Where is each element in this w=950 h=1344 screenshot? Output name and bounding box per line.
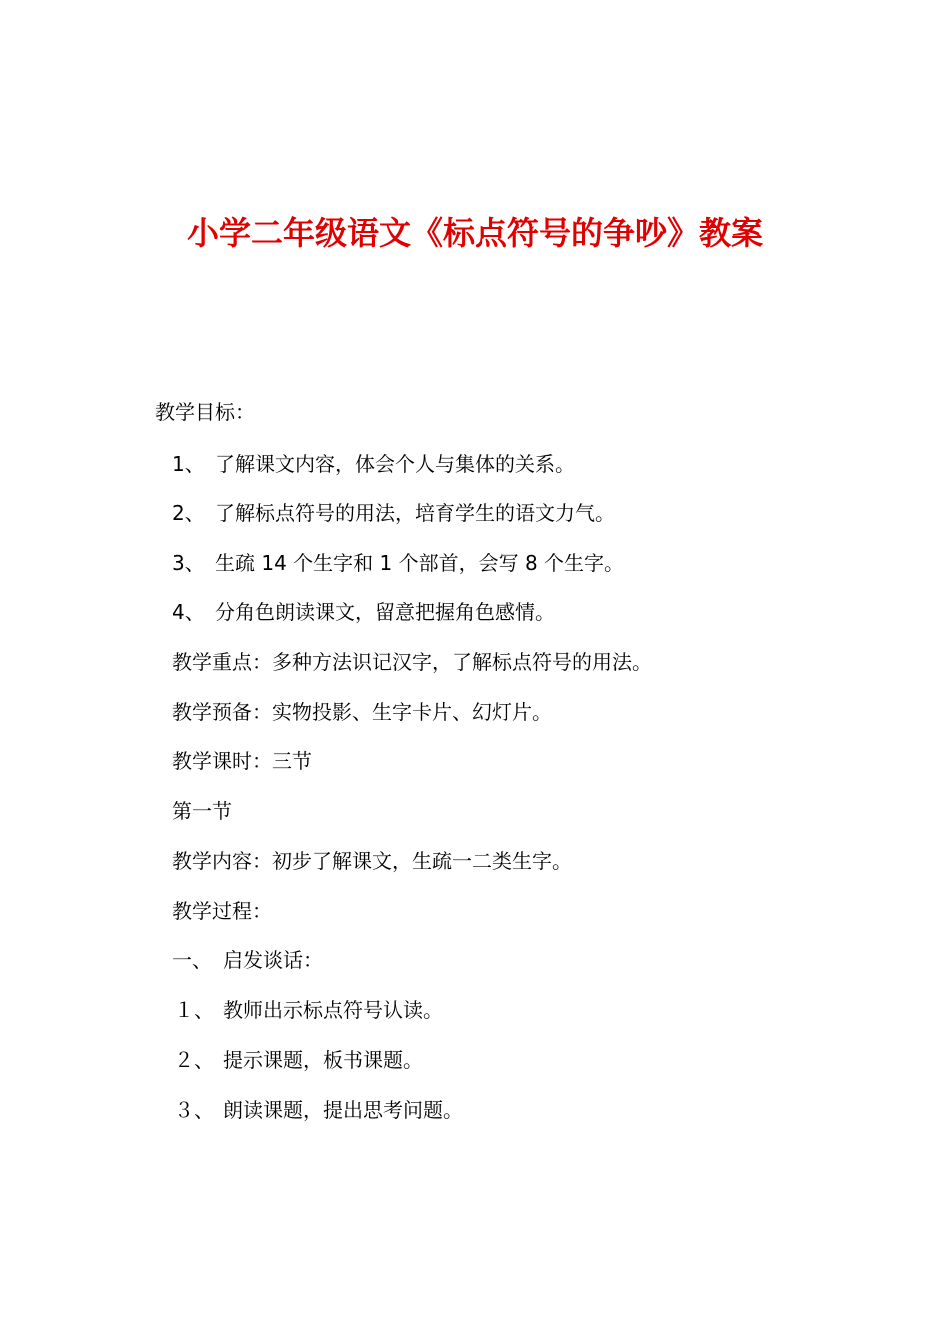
goal-item xyxy=(172,499,615,527)
goal-item xyxy=(172,450,575,478)
sub-step-text: 朗读课题，提出思考问题。 xyxy=(223,1098,463,1122)
sub-step-number: ３、 xyxy=(174,1098,214,1122)
teaching-content: 教学内容：初步了解课文，生疏一二类生字。 xyxy=(172,849,572,873)
goal-text: 生疏 14 个生字和 1 个部首，会写 8 个生字。 xyxy=(215,551,625,575)
sub-step-item xyxy=(174,996,443,1024)
goal-number: 1、 xyxy=(172,452,205,476)
process-heading: 教学过程： xyxy=(172,899,272,923)
goal-number: 3、 xyxy=(172,551,205,575)
section-heading: 第一节 xyxy=(172,799,232,823)
goal-text: 了解标点符号的用法，培育学生的语文力气。 xyxy=(215,501,615,525)
sub-step-item xyxy=(174,1046,423,1074)
preparation: 教学预备：实物投影、生字卡片、幻灯片。 xyxy=(172,700,552,724)
goal-text: 了解课文内容，体会个人与集体的关系。 xyxy=(215,452,575,476)
document-title: 小学二年级语文《标点符号的争吵》教案 xyxy=(186,214,763,252)
step-text: 启发谈话： xyxy=(223,948,323,972)
goal-item xyxy=(172,598,555,626)
sub-step-text: 教师出示标点符号认读。 xyxy=(223,998,443,1022)
goal-item xyxy=(172,549,624,577)
class-hours: 教学课时：三节 xyxy=(172,749,312,773)
goal-number: 4、 xyxy=(172,600,205,624)
sub-step-number: ２、 xyxy=(174,1048,214,1072)
step-number: 一、 xyxy=(172,948,212,972)
goals-heading: 教学目标： xyxy=(155,400,255,424)
sub-step-text: 提示课题，板书课题。 xyxy=(223,1048,423,1072)
sub-step-item xyxy=(174,1096,463,1124)
step-item xyxy=(172,946,323,974)
sub-step-number: １、 xyxy=(174,998,214,1022)
key-points: 教学重点：多种方法识记汉字，了解标点符号的用法。 xyxy=(172,650,652,674)
goal-number: 2、 xyxy=(172,501,205,525)
goal-text: 分角色朗读课文，留意把握角色感情。 xyxy=(215,600,555,624)
